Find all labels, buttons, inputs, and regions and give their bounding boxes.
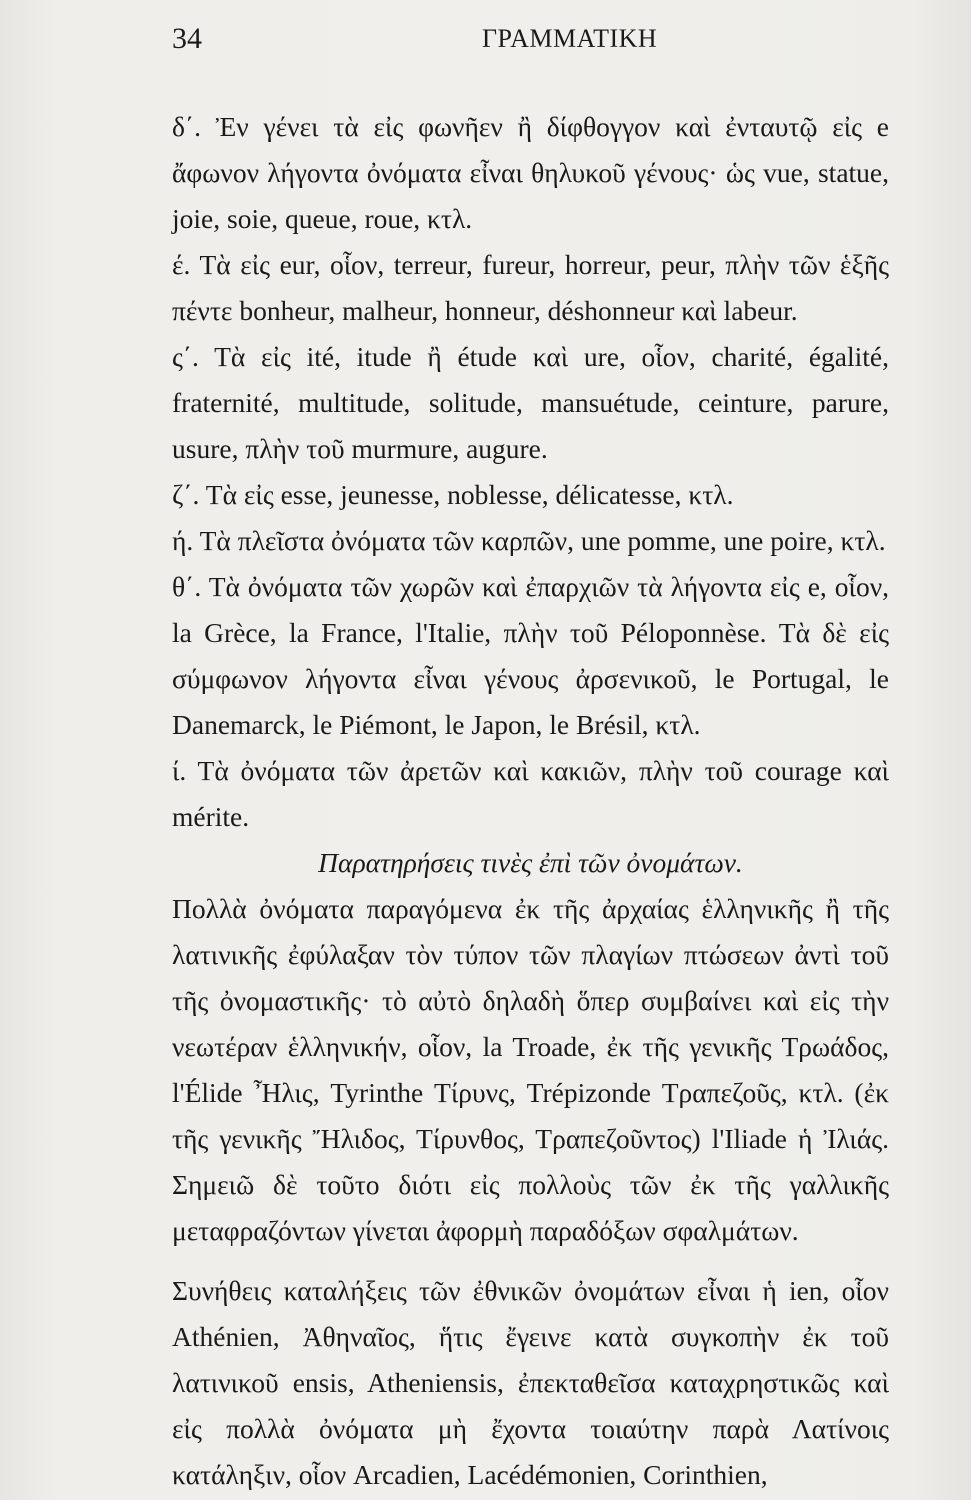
page-number: 34: [172, 22, 202, 55]
notes-paragraph-1: Πολλὰ ὀνόματα παραγόμενα ἐκ τῆς ἀρχαίας ἑλληνικῆς ἢ τῆς λατινικῆς ἐφύλαξαν τὸν τύπον τῶν πλαγίων πτώσεων ἀντὶ τοῦ τῆς ὀνομαστικῆς· τὸ αὐτὸ δηλαδὴ ὅπερ συμβαίνει καὶ εἰς τὴν νεωτέραν ἑλληνικήν, οἷον, la Troade, ἐκ τῆς γενικῆς Τρωάδος, l'Élide Ἦλις, Tyrinthe Τίρυνς, Trépizonde Τραπεζοῦς, κτλ. (ἐκ τῆς γενικῆς Ἤλιδος, Τίρυνθος, Τραπεζοῦντος) l'Iliade ἡ Ἰλιάς. Σημειῶ δὲ τοῦτο διότι εἰς πολλοὺς τῶν ἐκ τῆς γαλλικῆς μεταφραζόντων γίνεται ἀφορμὴ παραδόξων σφαλμάτων.: [172, 893, 889, 1246]
rule-item-zeta: ζ΄. Τὰ εἰς esse, jeunesse, noblesse, délicatesse, κτλ.: [172, 479, 734, 510]
notes-heading: Παρατηρήσεις τινὲς ἐπὶ τῶν ὀνομάτων.: [318, 847, 743, 878]
notes-paragraph-2: Συνήθεις καταλήξεις τῶν ἐθνικῶν ὀνομάτων εἶναι ἡ ien, οἷον Athénien, Ἀθηναῖος, ἥτις ἔγεινε κατὰ συγκοπὴν ἐκ τοῦ λατινικοῦ ensis, Atheniensis, ἐπεκταθεῖσα καταχρηστικῶς καὶ εἰς πολλὰ ὀνόματα μὴ ἔχοντα τοιαύτην παρὰ Λατίνοις κατάληξιν, οἷον Arcadien, Lacédémonien, Corinthien,: [172, 1275, 889, 1490]
rule-item-stigma: ς΄. Τὰ εἰς ité, itude ἢ étude καὶ ure, οἷον, charité, égalité, fraternité, multitude, solitude, mansuétude, ceinture, parure, usure, πλὴν τοῦ murmure, augure.: [172, 341, 889, 464]
running-head: [172, 22, 889, 72]
page-body: [172, 104, 889, 1498]
running-title: ΓΡΑΜΜΑΤΙΚΗ: [482, 24, 658, 53]
rule-item-eta: ή. Τὰ πλεῖστα ὀνόματα τῶν καρπῶν, une pomme, une poire, κτλ.: [172, 525, 886, 556]
rule-item-epsilon: έ. Τὰ εἰς eur, οἷον, terreur, fureur, horreur, peur, πλὴν τῶν ἑξῆς πέντε bonheur, malheur, honneur, déshonneur καὶ labeur.: [172, 249, 889, 326]
rule-item-theta: θ΄. Τὰ ὀνόματα τῶν χωρῶν καὶ ἐπαρχιῶν τὰ λήγοντα εἰς e, οἷον, la Grèce, la France, l'Italie, πλὴν τοῦ Péloponnèse. Τὰ δὲ εἰς σύμφωνον λήγοντα εἶναι γένους ἀρσενικοῦ, le Portugal, le Danemarck, le Piémont, le Japon, le Brésil, κτλ.: [172, 571, 889, 740]
rule-item-iota: ί. Τὰ ὀνόματα τῶν ἀρετῶν καὶ κακιῶν, πλὴν τοῦ courage καὶ mérite.: [172, 755, 889, 832]
rule-item-delta: δ΄. Ἐν γένει τὰ εἰς φωνῆεν ἢ δίφθογγον καὶ ἐνταυτῷ εἰς e ἄφωνον λήγοντα ὀνόματα εἶναι θηλυκοῦ γένους· ὡς vue, statue, joie, soie, queue, roue, κτλ.: [172, 111, 889, 234]
